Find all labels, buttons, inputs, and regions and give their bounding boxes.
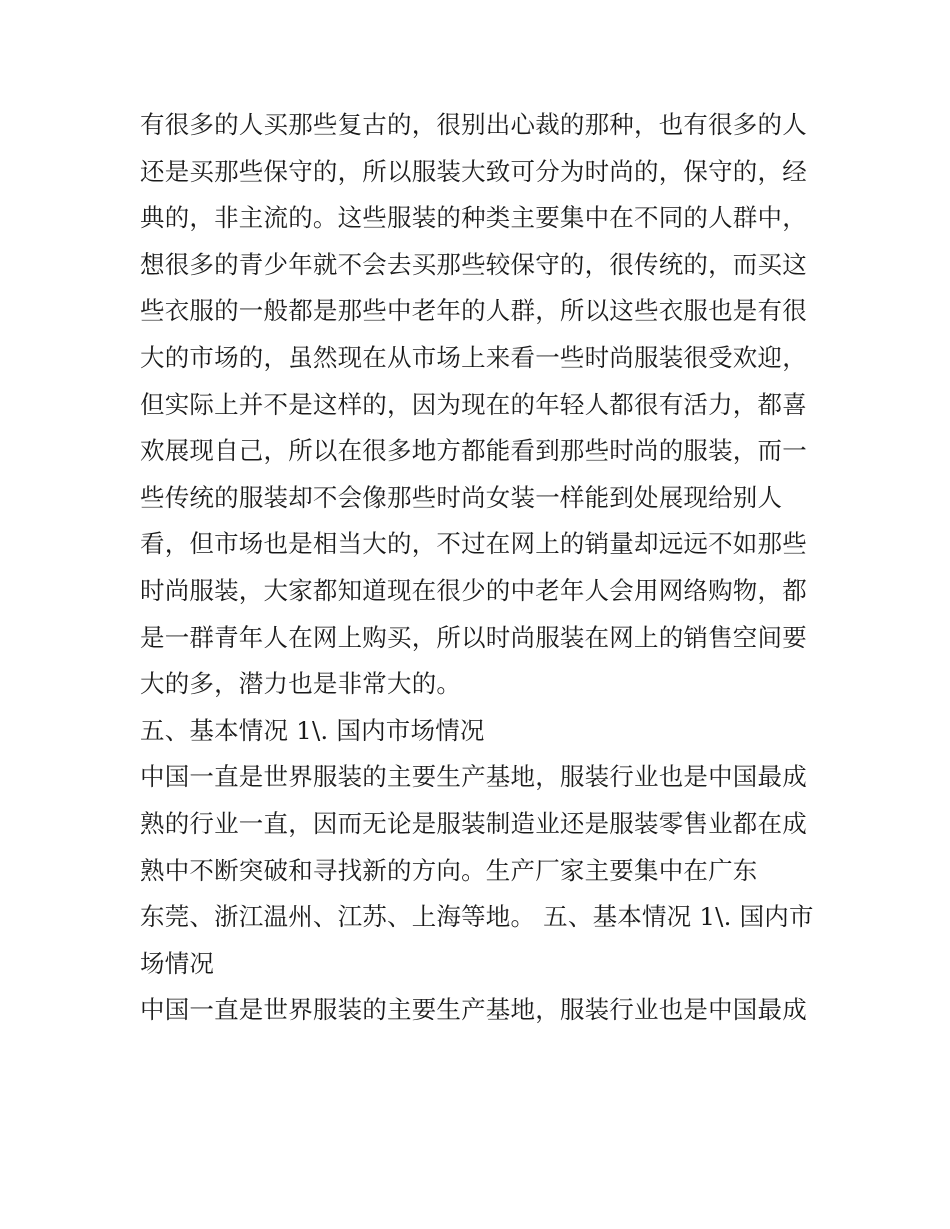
section-heading: 五、基本情况 1\. 国内市场情况 (140, 715, 485, 745)
text-line: 还是买那些保守的，所以服装大致可分为时尚的，保守的，经 (140, 156, 807, 186)
text-line: 中国一直是世界服装的主要生产基地，服装行业也是中国最成 (140, 762, 807, 792)
text-line: 熟的行业一直，因而无论是服装制造业还是服装零售业都在成 (140, 808, 807, 838)
text-line: 时尚服装，大家都知道现在很少的中老年人会用网络购物，都 (140, 575, 807, 605)
text-line: 有很多的人买那些复古的，很别出心裁的那种，也有很多的人 (140, 110, 807, 139)
text-line: 是一群青年人在网上购买，所以时尚服装在网上的销售空间要 (140, 622, 807, 652)
text-line: 场情况 (140, 948, 215, 978)
text-line: 东莞、浙江温州、江苏、上海等地。 五、基本情况 1\. 国内市 (140, 902, 814, 932)
text-line: 典的，非主流的。这些服装的种类主要集中在不同的人群中， (140, 203, 807, 233)
text-line: 熟中不断突破和寻找新的方向。生产厂家主要集中在广东 (140, 855, 758, 885)
text-line: 欢展现自己，所以在很多地方都能看到那些时尚的服装，而一 (140, 436, 807, 466)
text-line: 看，但市场也是相当大的，不过在网上的销量却远远不如那些 (140, 529, 807, 559)
text-line: 想很多的青少年就不会去买那些较保守的，很传统的，而买这 (140, 249, 807, 279)
text-line: 大的市场的，虽然现在从市场上来看一些时尚服装很受欢迎， (140, 342, 807, 372)
text-line: 大的多，潜力也是非常大的。 (140, 669, 462, 699)
text-line: 些传统的服装却不会像那些时尚女装一样能到处展现给别人 (140, 482, 783, 512)
text-line: 但实际上并不是这样的，因为现在的年轻人都很有活力，都喜 (140, 389, 807, 419)
text-line: 中国一直是世界服装的主要生产基地，服装行业也是中国最成 (140, 995, 807, 1025)
text-line: 些衣服的一般都是那些中老年的人群，所以这些衣服也是有很 (140, 296, 807, 326)
body-text (140, 102, 820, 1034)
